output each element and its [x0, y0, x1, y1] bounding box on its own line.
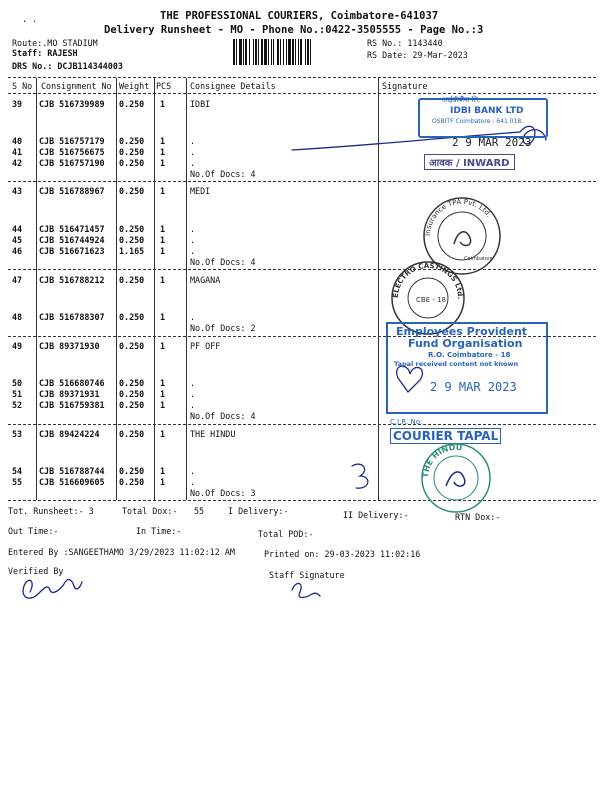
signature-hindu-3: [352, 464, 368, 488]
row-sno: 54: [12, 466, 23, 476]
row-weight: 0.250: [119, 275, 145, 285]
cir-no-label: C.I.R. No:: [390, 418, 423, 426]
idbi-stamp-inward: आवक / INWARD: [424, 154, 515, 170]
row-pcs: 1: [160, 389, 166, 399]
row-consignment: CJB 516788967: [39, 186, 105, 196]
row-sno: 46: [12, 246, 23, 256]
row-weight: 0.250: [119, 136, 145, 146]
row-sno: 43: [12, 186, 23, 196]
verified-by-label: Verified By: [8, 566, 64, 576]
idbi-stamp: [418, 94, 544, 174]
idbi-stamp-hindi: आईडीबीैंक लि.: [442, 96, 481, 104]
out-time-label: Out Time:-: [8, 526, 59, 536]
row-sno: 41: [12, 147, 23, 157]
row-consignment: CJB 89371931: [39, 389, 100, 399]
staff-signature-mark: [292, 583, 320, 597]
row-sno: 52: [12, 400, 23, 410]
row-consignment: CJB 516680746: [39, 378, 105, 388]
row-pcs: 1: [160, 224, 166, 234]
idbi-stamp-date: 2 9 MAR 2023: [452, 136, 532, 149]
row-weight: 0.250: [119, 400, 145, 410]
epfo-stamp-line1: Employees Provident: [396, 325, 528, 338]
row-consignment: CJB 516788212: [39, 275, 105, 285]
route-label: Route:.MO STADIUM: [12, 38, 98, 48]
row-pcs: 1: [160, 246, 166, 256]
row-consignment: CJB 516744924: [39, 235, 105, 245]
row-pcs: 1: [160, 275, 166, 285]
entered-by: Entered By :SANGEETHAMO 3/29/2023 11:02:12 AM: [8, 547, 235, 557]
idbi-stamp-address: OSBITF Coimbatore - 641 018.: [432, 118, 524, 125]
row-weight: 0.250: [119, 389, 145, 399]
row-sno: 44: [12, 224, 23, 234]
row-weight: 0.250: [119, 99, 145, 109]
insurance-stamp-sub: Coimbatore: [464, 256, 494, 262]
row-mark: .: [190, 158, 196, 168]
i-delivery-label: I Delivery:-: [228, 506, 289, 516]
epfo-stamp-line4: Tapal received content not known: [394, 360, 519, 368]
col-header-pcs: PCS: [156, 81, 172, 91]
row-weight: 0.250: [119, 477, 145, 487]
row-mark: .: [190, 246, 196, 256]
rtn-dox-label: RTN Dox:-: [455, 512, 501, 522]
row-mark: .: [190, 400, 196, 410]
in-time-label: In Time:-: [136, 526, 182, 536]
consignee-name: MEDI: [190, 186, 211, 196]
col-header-consignment: Consignment No: [41, 81, 112, 91]
row-consignment: CJB 516788307: [39, 312, 105, 322]
idbi-stamp-title: IDBI BANK LTD: [450, 106, 524, 116]
row-pcs: 1: [160, 477, 166, 487]
row-weight: 0.250: [119, 429, 145, 439]
row-consignment: CJB 89371930: [39, 341, 100, 351]
row-sno: 45: [12, 235, 23, 245]
docs-count: No.Of Docs: 4: [190, 411, 256, 421]
row-pcs: 1: [160, 99, 166, 109]
row-sno: 39: [12, 99, 23, 109]
row-sno: 53: [12, 429, 23, 439]
row-consignment: CJB 516739989: [39, 99, 105, 109]
consignee-name: PF OFF: [190, 341, 221, 351]
total-dox-value: 55: [194, 506, 205, 516]
docs-count: No.Of Docs: 4: [190, 257, 256, 267]
row-weight: 1.165: [119, 246, 145, 256]
staff-signature-label: Staff Signature: [269, 570, 345, 580]
row-mark: .: [190, 136, 196, 146]
row-mark: .: [190, 235, 196, 245]
docs-count: No.Of Docs: 3: [190, 488, 256, 498]
row-weight: 0.250: [119, 158, 145, 168]
row-consignment: CJB 516759381: [39, 400, 105, 410]
row-pcs: 1: [160, 147, 166, 157]
svg-text:THE HINDU: [421, 443, 463, 478]
row-pcs: 1: [160, 400, 166, 410]
corner-mark: . .: [22, 14, 38, 24]
consignee-name: IDBI: [190, 99, 211, 109]
row-pcs: 1: [160, 341, 166, 351]
row-weight: 0.250: [119, 235, 145, 245]
row-consignment: CJB 516609605: [39, 477, 105, 487]
row-pcs: 1: [160, 235, 166, 245]
epfo-stamp-date: 2 9 MAR 2023: [430, 380, 517, 394]
col-header-sno: S No: [12, 81, 33, 91]
row-consignment: CJB 516788744: [39, 466, 105, 476]
docs-count: No.Of Docs: 4: [190, 169, 256, 179]
row-consignment: CJB 516756675: [39, 147, 105, 157]
hindu-stamp: [418, 440, 496, 518]
drs-label: DRS No.: DCJB114344003: [12, 61, 123, 71]
row-sno: 40: [12, 136, 23, 146]
total-dox-label: Total Dox:-: [122, 506, 178, 516]
docs-count: No.Of Docs: 2: [190, 323, 256, 333]
epfo-stamp-line2: Fund Organisation: [408, 337, 523, 350]
row-mark: .: [190, 312, 196, 322]
runsheet-title: Delivery Runsheet - MO - Phone No.:0422-3505555 - Page No.:3: [104, 24, 484, 36]
row-pcs: 1: [160, 378, 166, 388]
hindu-stamp-ring: THE HINDU: [420, 442, 463, 479]
staff-label: Staff: RAJESH: [12, 48, 78, 58]
consignee-name: THE HINDU: [190, 429, 236, 439]
row-mark: .: [190, 389, 196, 399]
row-mark: .: [190, 147, 196, 157]
total-pod-label: Total POD:-: [258, 529, 314, 539]
row-weight: 0.250: [119, 466, 145, 476]
row-sno: 51: [12, 389, 23, 399]
tot-runsheet: Tot. Runsheet:- 3: [8, 506, 94, 516]
row-pcs: 1: [160, 466, 166, 476]
row-pcs: 1: [160, 158, 166, 168]
row-mark: .: [190, 466, 196, 476]
electro-stamp-ring: ELECTRO CASTINGS Ltd.: [391, 261, 465, 300]
row-weight: 0.250: [119, 224, 145, 234]
row-weight: 0.250: [119, 312, 145, 322]
electro-stamp-cbe: CBE - 18: [416, 296, 446, 304]
insurance-stamp-ring: Insurance TPA Pvt. Ltd.: [423, 197, 493, 237]
row-sno: 50: [12, 378, 23, 388]
row-consignment: CJB 516471457: [39, 224, 105, 234]
rs-no-label: RS No.: 1143440: [367, 38, 443, 48]
rs-date-label: RS Date: 29-Mar-2023: [367, 50, 468, 60]
row-pcs: 1: [160, 186, 166, 196]
col-header-signature: Signature: [382, 81, 428, 91]
row-mark: .: [190, 224, 196, 234]
company-title: THE PROFESSIONAL COURIERS, Coimbatore-641037: [160, 10, 439, 22]
col-header-weight: Weight: [119, 81, 150, 91]
row-weight: 0.250: [119, 341, 145, 351]
row-sno: 55: [12, 477, 23, 487]
courier-tapal-text: COURIER TAPAL: [390, 428, 501, 444]
row-pcs: 1: [160, 136, 166, 146]
row-pcs: 1: [160, 312, 166, 322]
row-pcs: 1: [160, 429, 166, 439]
ii-delivery-label: II Delivery:-: [343, 510, 409, 520]
row-weight: 0.250: [119, 378, 145, 388]
row-sno: 48: [12, 312, 23, 322]
row-sno: 42: [12, 158, 23, 168]
row-sno: 47: [12, 275, 23, 285]
svg-text:ELECTRO CASTINGS Ltd.: [392, 262, 464, 299]
row-consignment: CJB 516757179: [39, 136, 105, 146]
printed-on: Printed on: 29-03-2023 11:02:16: [264, 549, 421, 559]
row-consignment: CJB 89424224: [39, 429, 100, 439]
row-consignment: CJB 516757190: [39, 158, 105, 168]
row-sno: 49: [12, 341, 23, 351]
row-mark: .: [190, 477, 196, 487]
col-header-consignee: Consignee Details: [190, 81, 276, 91]
row-consignment: CJB 516671623: [39, 246, 105, 256]
epfo-stamp: [386, 322, 548, 414]
epfo-stamp-line3: R.O. Coimbatore - 18: [428, 351, 511, 359]
consignee-name: MAGANA: [190, 275, 221, 285]
row-weight: 0.250: [119, 147, 145, 157]
row-mark: .: [190, 378, 196, 388]
row-weight: 0.250: [119, 186, 145, 196]
verified-by-signature: [23, 580, 82, 599]
